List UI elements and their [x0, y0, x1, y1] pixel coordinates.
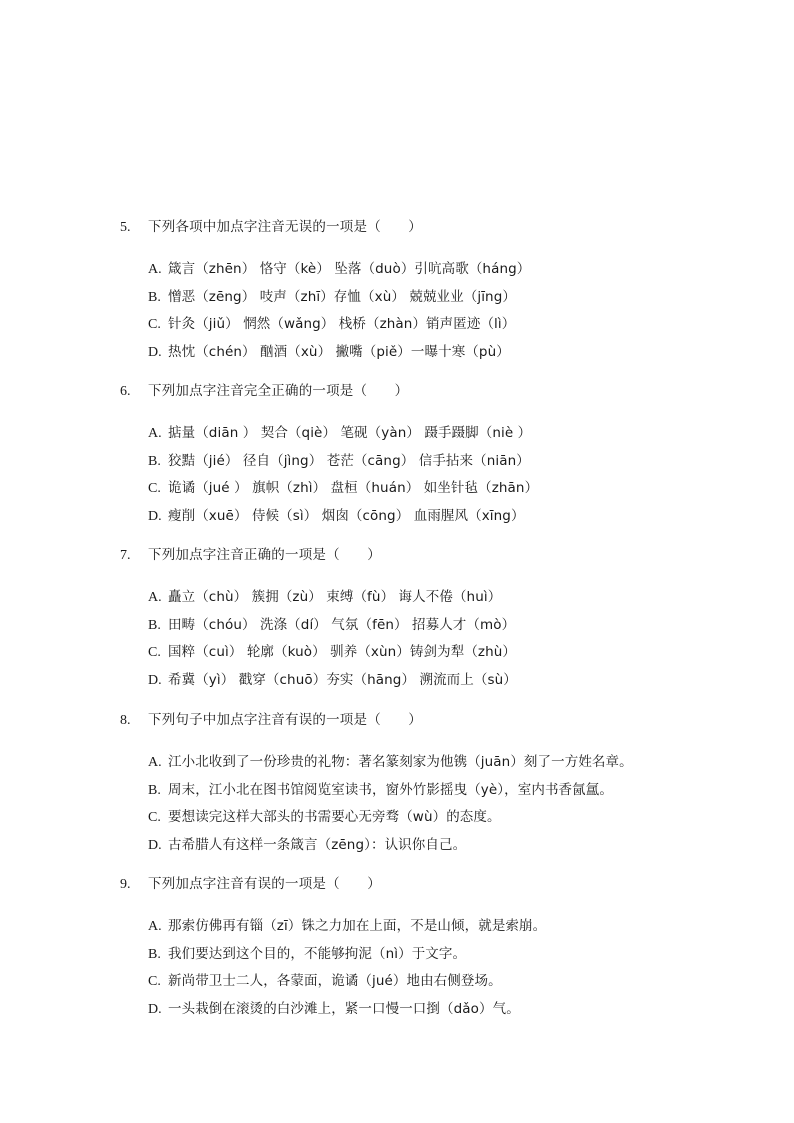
option-d	[148, 667, 760, 695]
option-text: 周末，江小北在图书馆阅览室读书，窗外竹影摇曳（yè），室内书香氤氲。	[168, 781, 613, 798]
option-letter: A.	[148, 426, 162, 441]
option-b	[148, 777, 760, 805]
option-letter: B.	[148, 946, 161, 962]
option-c	[148, 311, 760, 339]
option-letter: D.	[148, 1001, 162, 1017]
question-number: 9.	[120, 877, 131, 892]
option-letter: C.	[148, 974, 161, 990]
option-letter: A.	[148, 919, 162, 934]
option-list	[120, 256, 760, 366]
option-list	[120, 584, 760, 694]
option-letter: B.	[148, 289, 161, 305]
question-5	[120, 216, 760, 366]
option-b	[148, 612, 760, 640]
option-text: 憎恶（zēng） 吱声（zhī）存恤（xù） 兢兢业业（jīng）	[168, 288, 516, 305]
option-text: 狡黠（jié） 径自（jìng） 苍茫（cāng） 信手拈来（niān）	[168, 452, 530, 469]
option-letter: C.	[148, 317, 161, 333]
option-text: 江小北收到了一份珍贵的礼物：著名篆刻家为他镌（juān）刻了一方姓名章。	[168, 754, 633, 770]
option-text: 希冀（yì） 戳穿（chuō）夯实（hāng） 溯流而上（sù）	[168, 671, 517, 688]
option-letter: A.	[148, 590, 162, 605]
option-b	[148, 284, 760, 312]
option-letter: C.	[148, 481, 161, 497]
option-letter: B.	[148, 782, 161, 798]
option-text: 掂量（diān ） 契合（qiè） 笔砚（yàn） 蹑手蹑脚（niè ）	[168, 425, 532, 441]
option-d	[148, 339, 760, 367]
option-d	[148, 832, 760, 860]
question-text: 下列加点字注音完全正确的一项是（ ）	[148, 383, 409, 399]
option-letter: D.	[148, 508, 162, 524]
option-b	[148, 448, 760, 476]
option-c	[148, 968, 760, 996]
option-c	[148, 639, 760, 667]
question-8	[120, 709, 760, 859]
question-number: 5.	[120, 220, 131, 235]
option-text: 田畴（chóu） 洗涤（dí） 气氛（fēn） 招募人才（mò）	[168, 616, 516, 633]
option-text: 瘦削（xuē） 侍候（sì） 烟囱（cōng） 血雨腥风（xīng）	[168, 507, 525, 524]
option-letter: C.	[148, 810, 161, 826]
option-c	[148, 804, 760, 832]
option-text: 一头栽倒在滚烫的白沙滩上，紧一口慢一口捯（dǎo）气。	[168, 1000, 520, 1017]
question-number: 6.	[120, 384, 131, 399]
option-letter: B.	[148, 453, 161, 469]
option-b	[148, 941, 760, 969]
option-text: 古希腊人有这样一条箴言（zēng）：认识你自己。	[168, 836, 467, 853]
option-text: 我们要达到这个目的，不能够拘泥（nì）于文字。	[168, 945, 467, 962]
option-a	[148, 749, 760, 777]
option-d	[148, 503, 760, 531]
option-d	[148, 996, 760, 1024]
option-text: 诡谲（jué ） 旗帜（zhì） 盘桓（huán） 如坐针毡（zhān）	[168, 480, 539, 497]
option-text: 那索仿佛再有锱（zī）铢之力加在上面，不是山倾，就是索崩。	[168, 918, 547, 934]
question-text: 下列句子中加点字注音有误的一项是（ ）	[148, 712, 422, 728]
option-letter: D.	[148, 672, 162, 688]
option-list	[120, 913, 760, 1023]
question-stem	[120, 544, 760, 566]
option-text: 国粹（cuì） 轮廓（kuò） 驯养（xùn）铸剑为犁（zhù）	[168, 644, 517, 661]
question-number: 7.	[120, 548, 131, 563]
option-letter: A.	[148, 262, 162, 277]
question-7	[120, 544, 760, 694]
option-letter: B.	[148, 617, 161, 633]
question-6	[120, 380, 760, 530]
option-text: 要想读完这样大部头的书需要心无旁骛（wù）的态度。	[168, 809, 501, 826]
option-a	[148, 256, 760, 284]
question-stem	[120, 216, 760, 238]
question-text: 下列各项中加点字注音无误的一项是（ ）	[148, 219, 422, 235]
option-a	[148, 913, 760, 941]
option-letter: D.	[148, 344, 162, 360]
question-stem	[120, 873, 760, 895]
option-letter: D.	[148, 837, 162, 853]
question-text: 下列加点字注音有误的一项是（ ）	[148, 876, 381, 892]
option-letter: C.	[148, 645, 161, 661]
option-text: 箴言（zhēn） 恪守（kè） 坠落（duò）引吭高歌（háng）	[168, 261, 531, 277]
question-text: 下列加点字注音正确的一项是（ ）	[148, 547, 381, 563]
option-c	[148, 475, 760, 503]
option-a	[148, 584, 760, 612]
question-9	[120, 873, 760, 1023]
question-stem	[120, 380, 760, 402]
option-list	[120, 420, 760, 530]
option-text: 针灸（jiǔ） 惘然（wǎng） 栈桥（zhàn）销声匿迹（lì）	[168, 316, 516, 333]
option-a	[148, 420, 760, 448]
option-text: 新尚带卫士二人，各蒙面，诡谲（jué）地由右侧登场。	[168, 973, 502, 990]
question-stem	[120, 709, 760, 731]
option-letter: A.	[148, 755, 162, 770]
question-number: 8.	[120, 713, 131, 728]
option-text: 矗立（chù） 簇拥（zù） 束缚（fù） 诲人不倦（huì）	[168, 589, 502, 605]
option-text: 热忱（chén） 酗酒（xù） 撇嘴（piě）一曝十寒（pù）	[168, 343, 510, 360]
option-list	[120, 749, 760, 859]
